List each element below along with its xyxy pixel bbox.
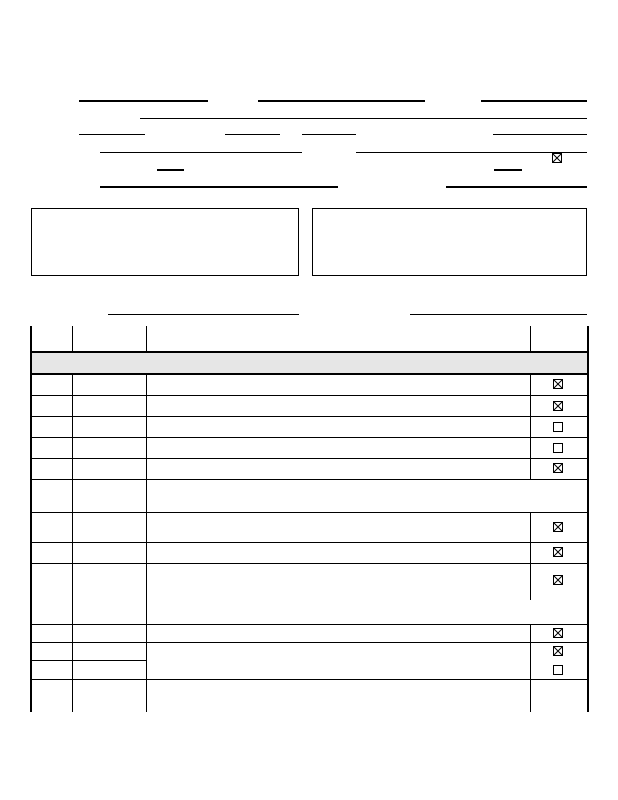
col-divider-2 xyxy=(146,326,147,352)
checkmark-x-icon xyxy=(554,629,562,637)
row-line-2 xyxy=(31,395,588,396)
field-line-4[interactable] xyxy=(140,118,587,119)
row-checkbox-1[interactable] xyxy=(553,379,563,389)
row-line-4 xyxy=(31,437,588,438)
col-divider-3b xyxy=(530,374,531,480)
field-line-13[interactable] xyxy=(100,186,338,188)
row-checkbox-4[interactable] xyxy=(553,443,563,453)
field-line-9[interactable] xyxy=(100,152,302,153)
table-border-right xyxy=(587,326,589,712)
row-checkbox-6[interactable] xyxy=(553,522,563,532)
checkmark-x-icon xyxy=(554,576,562,584)
checkmark-x-icon xyxy=(554,523,562,531)
sub-field-line-2[interactable] xyxy=(410,314,587,315)
row-checkbox-3[interactable] xyxy=(553,422,563,432)
field-line-7[interactable] xyxy=(302,134,356,135)
row-line-1 xyxy=(31,373,588,375)
field-line-12[interactable] xyxy=(494,169,522,171)
col-divider-3 xyxy=(530,326,531,352)
row-line-7 xyxy=(31,512,588,513)
row-checkbox-10[interactable] xyxy=(553,646,563,656)
row-line-9 xyxy=(31,563,588,564)
header-checkbox[interactable] xyxy=(552,153,562,163)
row-checkbox-11[interactable] xyxy=(553,665,563,675)
section-header-row xyxy=(31,352,588,373)
field-line-2[interactable] xyxy=(258,100,425,102)
col-divider-2b xyxy=(146,374,147,712)
row-line-0 xyxy=(31,351,588,353)
row-line-8 xyxy=(31,542,588,543)
row-line-11 xyxy=(31,642,588,643)
row-checkbox-5[interactable] xyxy=(553,463,563,473)
field-line-6[interactable] xyxy=(225,134,280,135)
checkmark-x-icon xyxy=(554,464,562,472)
field-line-1[interactable] xyxy=(79,100,208,102)
row-line-13 xyxy=(31,679,588,680)
sub-field-line-1[interactable] xyxy=(108,314,299,315)
row-line-6 xyxy=(31,479,588,480)
row-checkbox-9[interactable] xyxy=(553,628,563,638)
checkmark-x-icon xyxy=(554,380,562,388)
field-line-8[interactable] xyxy=(493,134,587,135)
field-line-11[interactable] xyxy=(157,169,184,171)
col-divider-1b xyxy=(72,374,73,712)
right-info-box[interactable] xyxy=(312,208,587,276)
checkmark-x-icon xyxy=(554,647,562,655)
row-checkbox-2[interactable] xyxy=(553,401,563,411)
field-line-5[interactable] xyxy=(79,134,145,135)
table-border-left xyxy=(30,326,32,712)
field-line-3[interactable] xyxy=(481,100,587,102)
field-line-14[interactable] xyxy=(446,186,587,188)
row-line-3 xyxy=(31,416,588,417)
row-line-5 xyxy=(31,458,588,459)
row-line-10 xyxy=(31,624,588,625)
row-checkbox-8[interactable] xyxy=(553,575,563,585)
checkmark-x-icon xyxy=(553,154,561,162)
col-divider-3d xyxy=(530,625,531,712)
checkmark-x-icon xyxy=(554,402,562,410)
col-divider-3c xyxy=(530,513,531,600)
col-divider-1 xyxy=(72,326,73,352)
checkmark-x-icon xyxy=(554,548,562,556)
row-line-12 xyxy=(31,660,147,661)
row-checkbox-7[interactable] xyxy=(553,547,563,557)
left-info-box[interactable] xyxy=(31,208,299,276)
